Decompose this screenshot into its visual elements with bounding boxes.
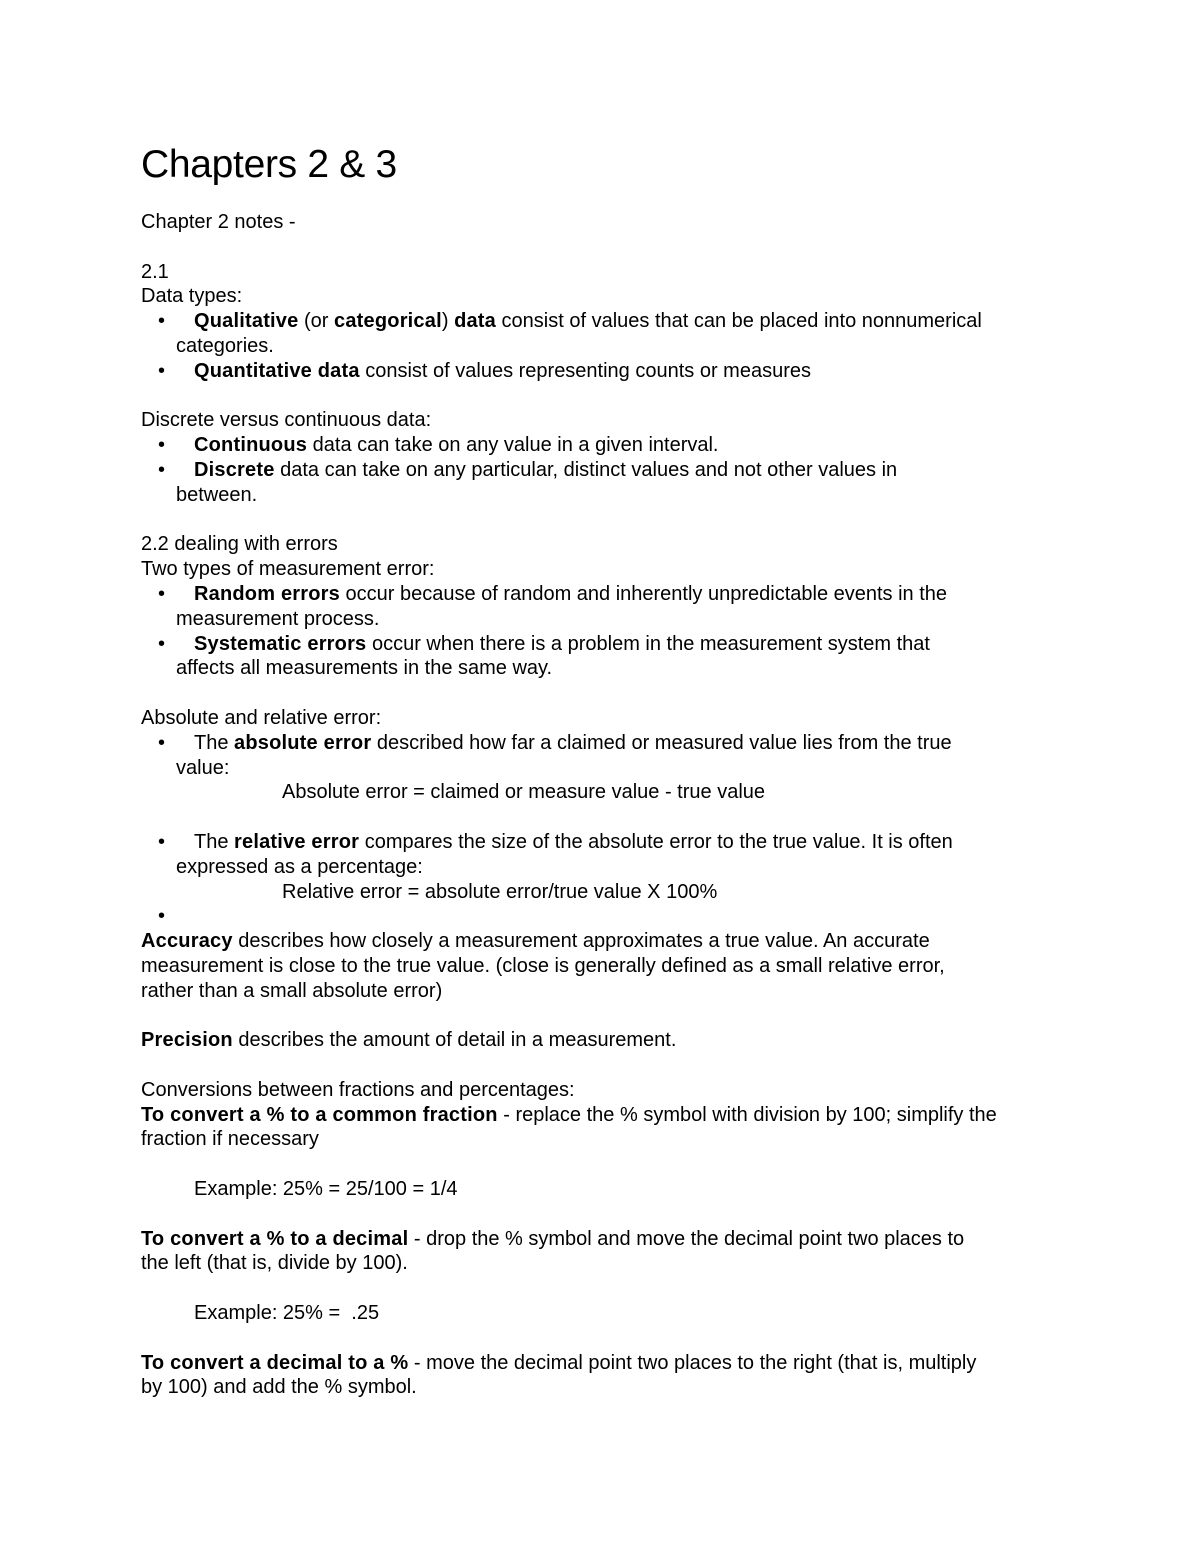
list-item-text: [194, 582, 1061, 607]
bullet-icon: •: [158, 830, 166, 853]
list-item-random-errors: [141, 582, 1061, 632]
bullet-icon: •: [158, 434, 166, 457]
list-item-discrete: [141, 458, 1061, 508]
list-item-wrap: measurement process.: [176, 607, 380, 630]
data-types-label: Data types:: [141, 285, 243, 308]
list-item-text: [194, 458, 1061, 483]
text-span: occur when there is a problem in the measurement system that: [366, 632, 930, 655]
error-types-list: [141, 582, 1061, 681]
list-item-continuous: [141, 433, 1061, 458]
bullet-icon: •: [158, 905, 166, 928]
spacer: [141, 1053, 1061, 1078]
list-item-wrap: value:: [176, 756, 230, 779]
text-span: The: [194, 830, 235, 853]
bullet-icon: •: [158, 582, 166, 605]
document-body: [141, 210, 1061, 1400]
spacer: [141, 1202, 1061, 1227]
text-span: describes the amount of detail in a measurement.: [232, 1029, 677, 1052]
list-item-wrap: affects all measurements in the same way.: [176, 657, 553, 680]
list-item-text: [194, 433, 1061, 458]
spacer: [141, 1152, 1061, 1177]
text-span: consist of values that can be placed into nonnumerical: [496, 310, 982, 333]
bold-term: To convert a % to a common fraction: [141, 1103, 498, 1126]
bullet-icon: •: [158, 632, 166, 655]
text-span: ): [441, 310, 455, 333]
list-item-quantitative: [141, 359, 1061, 384]
text-span: (or: [298, 310, 335, 333]
bold-term: Quantitative data: [194, 359, 360, 382]
list-item-text: [194, 731, 1061, 756]
bullet-icon: •: [158, 731, 166, 754]
bold-term: Accuracy: [141, 930, 233, 953]
bold-term: To convert a decimal to a %: [141, 1351, 409, 1374]
list-item-systematic-errors: [141, 632, 1061, 682]
text-span: - drop the % symbol and move the decimal point two places to: [408, 1227, 965, 1250]
decimal-to-pct-wrap: by 100) and add the % symbol.: [141, 1376, 417, 1399]
pct-to-fraction-line: [141, 1103, 1061, 1128]
pct-to-decimal-example: Example: 25% = .25: [194, 1302, 380, 1325]
text-span: consist of values representing counts or measures: [359, 359, 811, 382]
text-span: occur because of random and inherently unpredictable events in the: [339, 582, 948, 605]
list-item-empty: [141, 904, 1061, 929]
bold-term: Qualitative: [194, 310, 299, 333]
list-item-wrap: between.: [176, 483, 258, 506]
discrete-continuous-label: Discrete versus continuous data:: [141, 409, 432, 432]
chapter-heading: Chapter 2 notes -: [141, 211, 296, 233]
list-item-text: [194, 359, 1061, 384]
pct-to-fraction-example: Example: 25% = 25/100 = 1/4: [194, 1178, 458, 1201]
text-span: The: [194, 731, 235, 754]
abs-rel-label: Absolute and relative error:: [141, 706, 382, 729]
text-span: describes how closely a measurement approximates a true value. An accurate: [232, 930, 930, 953]
spacer: [141, 384, 1061, 409]
absolute-error-formula: Absolute error = claimed or measure value - true value: [282, 781, 766, 804]
accuracy-line-2: measurement is close to the true value. (close is generally defined as a small relative error,: [141, 954, 945, 977]
pct-to-decimal-wrap: the left (that is, divide by 100).: [141, 1252, 408, 1275]
list-item-qualitative: [141, 309, 1061, 359]
list-item-text: [194, 830, 1061, 855]
list-item-text: [194, 632, 1061, 657]
bold-term: Systematic errors: [194, 632, 367, 655]
accuracy-line-3: rather than a small absolute error): [141, 979, 443, 1002]
list-item-text: [194, 309, 1061, 334]
text-span: data can take on any particular, distinct values and not other values in: [274, 458, 898, 481]
section-heading: 2.2 dealing with errors: [141, 533, 338, 556]
discrete-continuous-list: [141, 433, 1061, 507]
abs-rel-list: [141, 731, 1061, 929]
bold-term: Precision: [141, 1029, 233, 1052]
conversions-label: Conversions between fractions and percentages:: [141, 1078, 575, 1101]
spacer: [176, 805, 1061, 830]
bold-term: Random errors: [194, 582, 340, 605]
list-item-absolute-error: [141, 731, 1061, 830]
bold-term: absolute error: [234, 731, 372, 754]
bold-term: Discrete: [194, 458, 275, 481]
page-title: Chapters 2 & 3: [141, 143, 397, 186]
accuracy-line-1: [141, 929, 1061, 954]
spacer: [141, 681, 1061, 706]
pct-to-fraction-wrap: fraction if necessary: [141, 1128, 319, 1151]
section-number: 2.1: [141, 260, 169, 283]
spacer: [141, 1326, 1061, 1351]
text-span: compares the size of the absolute error to the true value. It is often: [359, 830, 953, 853]
text-span: - replace the % symbol with division by 100; simplify the: [497, 1103, 997, 1126]
relative-error-formula: Relative error = absolute error/true value X 100%: [282, 880, 718, 903]
bold-term: relative error: [234, 830, 360, 853]
spacer: [141, 1276, 1061, 1301]
spacer: [141, 235, 1061, 260]
bold-term: data: [454, 310, 496, 333]
bullet-icon: •: [158, 458, 166, 481]
spacer: [141, 508, 1061, 533]
decimal-to-pct-line: [141, 1351, 1061, 1376]
list-item-relative-error: [141, 830, 1061, 904]
bullet-icon: •: [158, 310, 166, 333]
text-span: described how far a claimed or measured value lies from the true: [371, 731, 952, 754]
list-item-wrap: categories.: [176, 334, 274, 357]
pct-to-decimal-line: [141, 1227, 1061, 1252]
text-span: - move the decimal point two places to the right (that is, multiply: [408, 1351, 977, 1374]
text-span: data can take on any value in a given interval.: [307, 434, 719, 457]
bold-term: categorical: [334, 310, 442, 333]
bullet-icon: •: [158, 359, 166, 382]
data-types-list: [141, 309, 1061, 383]
precision-line: [141, 1028, 1061, 1053]
bold-term: Continuous: [194, 434, 308, 457]
bold-term: To convert a % to a decimal: [141, 1227, 409, 1250]
error-types-label: Two types of measurement error:: [141, 558, 435, 581]
spacer: [141, 1004, 1061, 1029]
list-item-wrap: expressed as a percentage:: [176, 855, 423, 878]
